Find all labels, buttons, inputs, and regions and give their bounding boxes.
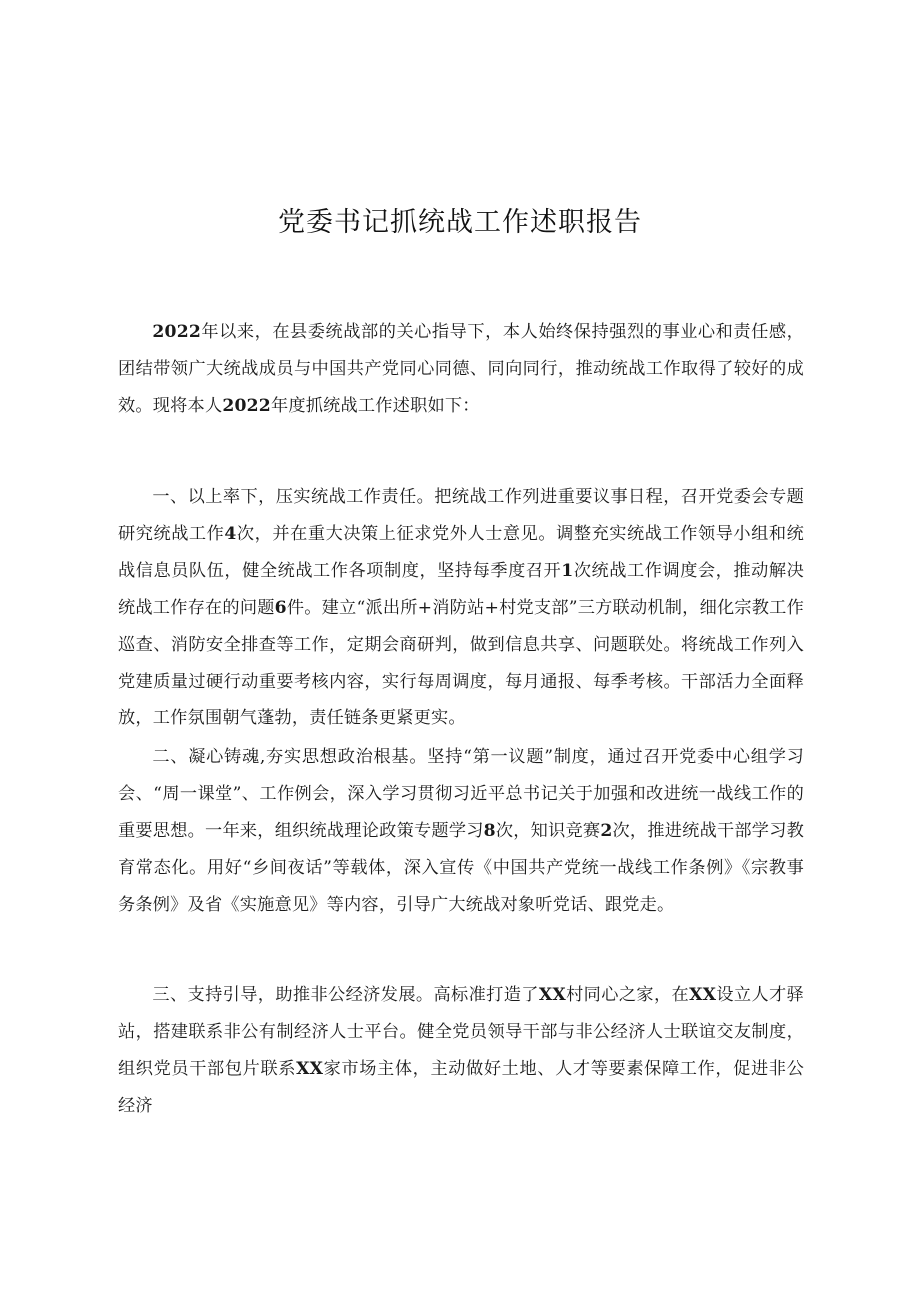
paragraph-intro: 2022年以来，在县委统战部的关心指导下，本人始终保持强烈的事业心和责任感，团结带领广大统战成员与中国共产党同心同德、同向同行，推动统战工作取得了较好的成效。现将本人2022年度抓统战工作述职如下： xyxy=(118,322,804,416)
document-title: 党委书记抓统战工作述职报告 xyxy=(278,207,642,238)
paragraph-section-1: 一、以上率下，压实统战工作责任。把统战工作列进重要议事日程，召开党委会专题研究统战工作4次，并在重大决策上征求党外人士意见。调整充实统战工作领导小组和统战信息员队伍，健全统战工作各项制度，坚持每季度召开1次统战工作调度会，推动解决统战工作存在的问题6件。建立“派出所+消防站+村党支部”三方联动机制，细化宗教工作巡查、消防安全排查等工作，定期会商研判，做到信息共享、问题联处。将统战工作列入党建质量过硬行动重要考核内容，实行每周调度，每月通报、每季考核。干部活力全面释放，工作氛围朝气蓬勃，责任链条更紧更实。 xyxy=(118,487,805,729)
paragraph-section-2: 二、凝心铸魂,夯实思想政治根基。坚持“第一议题”制度，通过召开党委中心组学习会、“周一课堂”、工作例会，深入学习贯彻习近平总书记关于加强和改进统一战线工作的重要思想。一年来，组织统战理论政策专题学习8次，知识竞赛2次，推进统战干部学习教育常态化。用好“乡间夜话”等载体，深入宣传《中国共产党统一战线工作条例》《宗教事务条例》及省《实施意见》等内容，引导广大统战对象听党话、跟党走。 xyxy=(118,747,805,915)
paragraph-section-3: 三、支持引导，助推非公经济发展。高标准打造了XX村同心之家，在XX设立人才驿站，搭建联系非公有制经济人士平台。健全党员领导干部与非公经济人士联谊交友制度，组织党员干部包片联系XX家市场主体，主动做好土地、人才等要素保障工作，促进非公经济 xyxy=(118,985,805,1116)
